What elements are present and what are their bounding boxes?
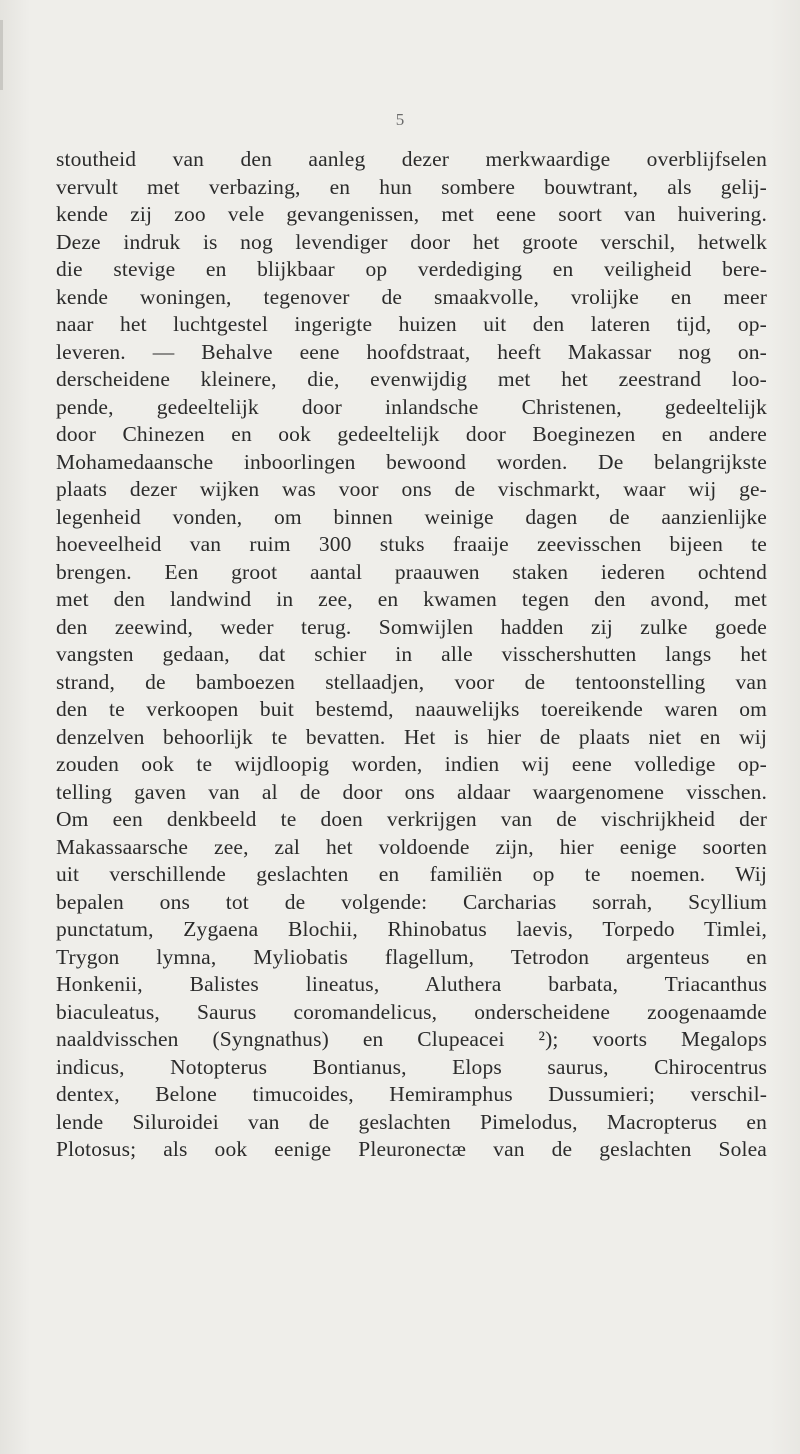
text-line: biaculeatus, Saurus coromandelicus, onderscheidene zoogenaamde	[56, 999, 767, 1024]
text-line: Makassaarsche zee, zal het voldoende zijn, hier eenige soorten	[56, 834, 767, 859]
page-number: 5	[395, 110, 405, 129]
text-line: punctatum, Zygaena Blochii, Rhinobatus laevis, Torpedo Timlei,	[56, 917, 767, 941]
text-line: hoeveelheid van ruim 300 stuks fraaije zeevisschen bijeen te	[56, 532, 767, 556]
text-line: stoutheid van den aanleg dezer merkwaardige overblijfselen	[56, 147, 767, 171]
text-line: lende Siluroidei van de geslachten Pimelodus, Macropterus en	[56, 1109, 767, 1134]
text-line: denzelven behoorlijk te bevatten. Het is hier de plaats niet en wij	[56, 724, 767, 749]
text-line: den zeewind, weder terug. Somwijlen hadden zij zulke goede	[56, 614, 767, 639]
text-line: Trygon lymna, Myliobatis flagellum, Tetrodon argenteus en	[56, 944, 767, 969]
text-line: dentex, Belone timucoides, Hemiramphus Dussumieri; verschil-	[56, 1082, 767, 1106]
page-edge-mark	[0, 20, 3, 90]
text-line: Deze indruk is nog levendiger door het groote verschil, hetwelk	[56, 229, 767, 254]
text-line: naaldvisschen (Syngnathus) en Clupeacei ²); voorts Megalops	[56, 1027, 767, 1051]
text-line: den te verkoopen buit bestemd, naauwelijks toereikende waren om	[56, 697, 767, 721]
text-line: brengen. Een groot aantal praauwen staken iederen ochtend	[56, 559, 767, 584]
text-line: bepalen ons tot de volgende: Carcharias sorrah, Scyllium	[56, 889, 767, 914]
text-line: kende zij zoo vele gevangenissen, met eene soort van huivering.	[56, 202, 767, 226]
body-text	[56, 146, 767, 1164]
text-line: plaats dezer wijken was voor ons de vischmarkt, waar wij ge-	[56, 477, 767, 501]
text-line: naar het luchtgestel ingerigte huizen uit den lateren tijd, op-	[56, 312, 767, 336]
text-line: kende woningen, tegenover de smaakvolle, vrolijke en meer	[56, 284, 767, 309]
text-line: derscheidene kleinere, die, evenwijdig met het zeestrand loo-	[56, 367, 767, 391]
text-line: legenheid vonden, om binnen weinige dagen de aanzienlijke	[56, 504, 767, 529]
text-line: telling gaven van al de door ons aldaar waargenomene visschen.	[56, 779, 767, 804]
text-line: Plotosus; als ook eenige Pleuronectæ van de geslachten Solea	[56, 1137, 767, 1161]
text-line: pende, gedeeltelijk door inlandsche Christenen, gedeeltelijk	[56, 394, 767, 419]
text-line: zouden ook te wijdloopig worden, indien wij eene volledige op-	[56, 752, 767, 776]
text-line: Honkenii, Balistes lineatus, Aluthera barbata, Triacanthus	[56, 972, 767, 996]
text-line: vervult met verbazing, en hun sombere bouwtrant, als gelij-	[56, 174, 767, 199]
text-line: uit verschillende geslachten en familiën op te noemen. Wij	[56, 862, 767, 886]
text-line: vangsten gedaan, dat schier in alle visschershutten langs het	[56, 642, 767, 666]
text-line: strand, de bamboezen stellaadjen, voor de tentoonstelling van	[56, 669, 767, 694]
text-line: door Chinezen en ook gedeeltelijk door Boeginezen en andere	[56, 422, 767, 446]
text-line: indicus, Notopterus Bontianus, Elops saurus, Chirocentrus	[56, 1054, 767, 1079]
text-line: Mohamedaansche inboorlingen bewoond worden. De belangrijkste	[56, 449, 767, 474]
text-line: die stevige en blijkbaar op verdediging en veiligheid bere-	[56, 257, 767, 281]
text-line: met den landwind in zee, en kwamen tegen den avond, met	[56, 587, 767, 611]
text-line: Om een denkbeeld te doen verkrijgen van de vischrijkheid der	[56, 807, 767, 831]
text-line: leveren. — Behalve eene hoofdstraat, heeft Makassar nog on-	[56, 339, 767, 364]
